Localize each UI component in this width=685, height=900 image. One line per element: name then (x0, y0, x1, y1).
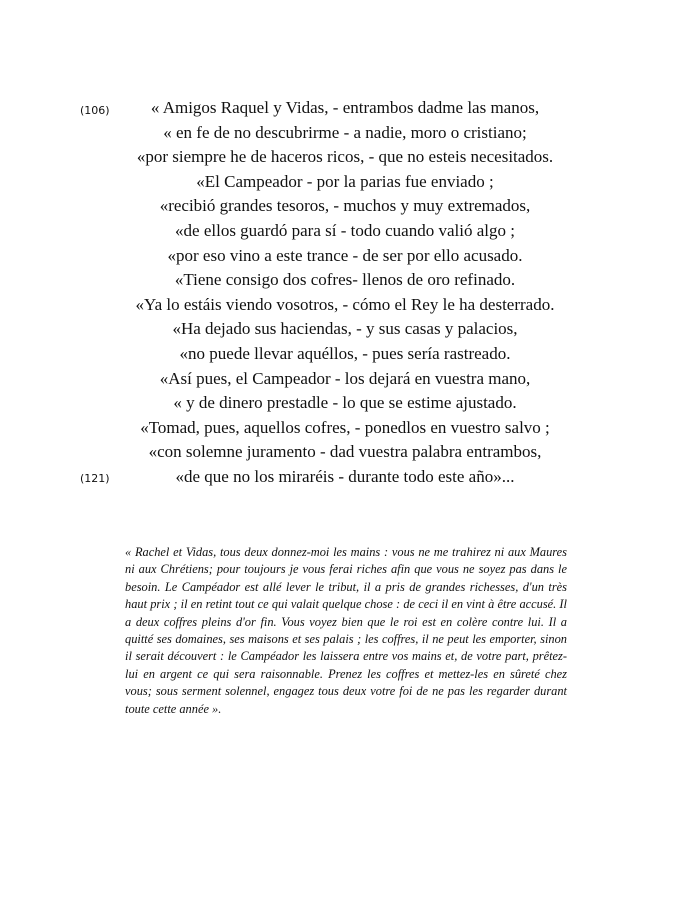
verse-line: « en fe de no descubrirme - a nadie, moro o cristiano; (163, 122, 527, 142)
verse-line: «Tomad, pues, aquellos cofres, - ponedlos en vuestro salvo ; (140, 417, 550, 437)
verse-line: «Así pues, el Campeador - los dejará en vuestra mano, (159, 368, 531, 388)
spanish-poem (100, 96, 590, 490)
verse-line: «El Campeador - por la parias fue enviado ; (196, 171, 494, 191)
verse-line: «Tiene consigo dos cofres- llenos de oro refinado. (174, 270, 516, 290)
verse-line: «Ya lo estáis viendo vosotros, - cómo el Rey le ha desterrado. (135, 294, 555, 314)
line-number-start: (106) (80, 104, 110, 117)
verse-line: «por eso vino a este trance - de ser por ello acusado. (167, 245, 523, 265)
verse-line: «por siempre he de haceros ricos, - que no esteis necesitados. (136, 147, 554, 167)
verse-line: «recibió grandes tesoros, - muchos y muy extremados, (159, 196, 531, 216)
line-number-end: (121) (80, 472, 110, 485)
verse-line: «con solemne juramento - dad vuestra palabra entrambos, (148, 442, 542, 462)
french-translation: « Rachel et Vidas, tous deux donnez-moi les mains : vous ne me trahirez ni aux Maures ni aux Chrétiens; pour toujours je vous ferai riches afin que vous ne soyez pas dans le besoin. Le Campéador est allé lever le tribut, il a pris de grandes richesses, d'un très haut prix ; il en retint tout ce qui valait quelque chose : de ceci il en vint à être accusé. Il a deux coffres pleins d'or fin. Vous voyez bien que le roi est en colère contre lui. Il a quitté ses domaines, ses maisons et ses palais ; les coffres, il ne peut les emporter, sinon il serait découvert : le Campéador les laissera entre vos mains et, de votre part, prêtez-lui en argent ce qui sera raisonnable. Prenez les coffres et mettez-les en sûreté chez vous; sous serment solennel, engagez tous deux votre foi de ne pas les regarder durant toute cette année ». (125, 545, 567, 716)
verse-line: « y de dinero prestadle - lo que se estime ajustado. (173, 393, 517, 413)
verse-line: «de que no los miraréis - durante todo este año»... (175, 466, 515, 486)
verse-line: «Ha dejado sus haciendas, - y sus casas y palacios, (172, 319, 518, 339)
verse-line: «de ellos guardó para sí - todo cuando valió algo ; (175, 220, 515, 240)
verse-line: « Amigos Raquel y Vidas, - entrambos dadme las manos, (150, 98, 540, 117)
verse-line: «no puede llevar aquéllos, - pues sería rastreado. (179, 343, 511, 363)
